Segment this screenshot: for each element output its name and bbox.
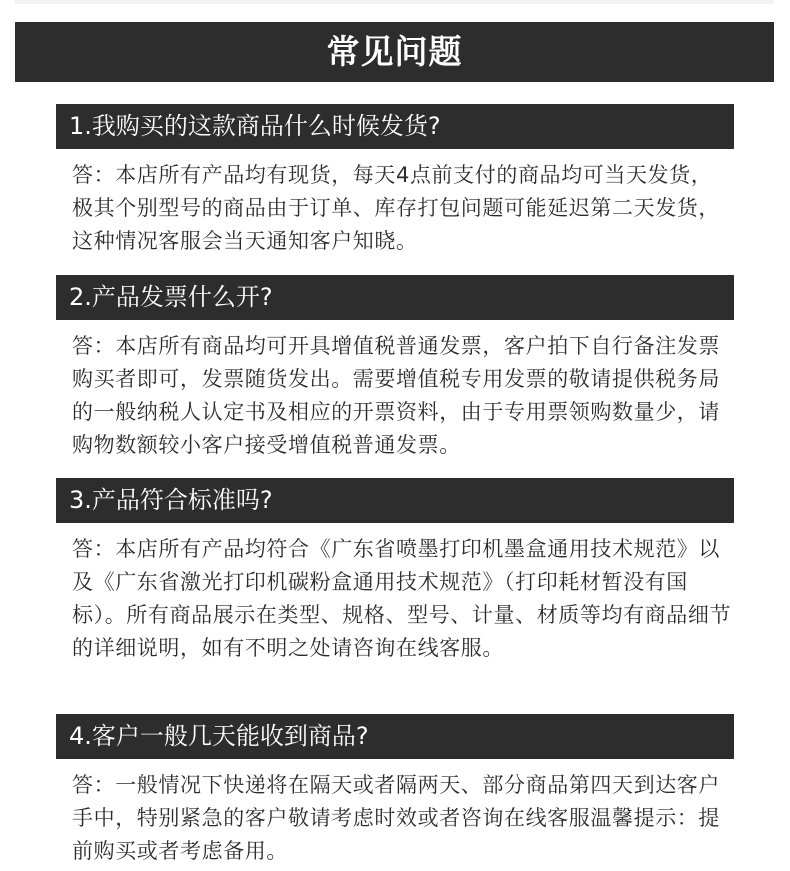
faq-answer: 答：本店所有商品均可开具增值税普通发票，客户拍下自行备注发票购买者即可，发票随货发出。需要增值税专用发票的敬请提供税务局的一般纳税人认定书及相应的开票资料，由于专用票领购数量少，请购物数额较小客户接受增值税普通发票。 — [72, 334, 720, 457]
faq-answer: 答：本店所有产品均有现货，每天4点前支付的商品均可当天发货，极其个别型号的商品由于订单、库存打包问题可能延迟第二天发货，这种情况客服会当天通知客户知晓。 — [72, 163, 720, 253]
faq-question: 1.我购买的这款商品什么时候发货? — [56, 104, 734, 149]
faq-answer: 答：本店所有产品均符合《广东省喷墨打印机墨盒通用技术规范》以及《广东省激光打印机碳粉盒通用技术规范》（打印耗材暂没有国标）。所有商品展示在类型、规格、型号、计量、材质等均有商品细节的详细说明，如有不明之处请咨询在线客服。 — [72, 537, 732, 660]
faq-item-1 — [56, 104, 734, 258]
faq-item-3 — [56, 478, 734, 665]
faq-question: 4.客户一般几天能收到商品? — [56, 714, 734, 759]
faq-answer: 答：一般情况下快递将在隔天或者隔两天、部分商品第四天到达客户手中，特别紧急的客户敬请考虑时效或者咨询在线客服温馨提示：提前购买或者考虑备用。 — [72, 773, 720, 863]
faq-item-4 — [56, 714, 734, 868]
faq-question: 2.产品发票什么开? — [56, 275, 734, 320]
top-divider — [15, 0, 774, 4]
page-title: 常见问题 — [15, 22, 774, 82]
faq-question: 3.产品符合标准吗? — [56, 478, 734, 523]
faq-item-2 — [56, 275, 734, 462]
